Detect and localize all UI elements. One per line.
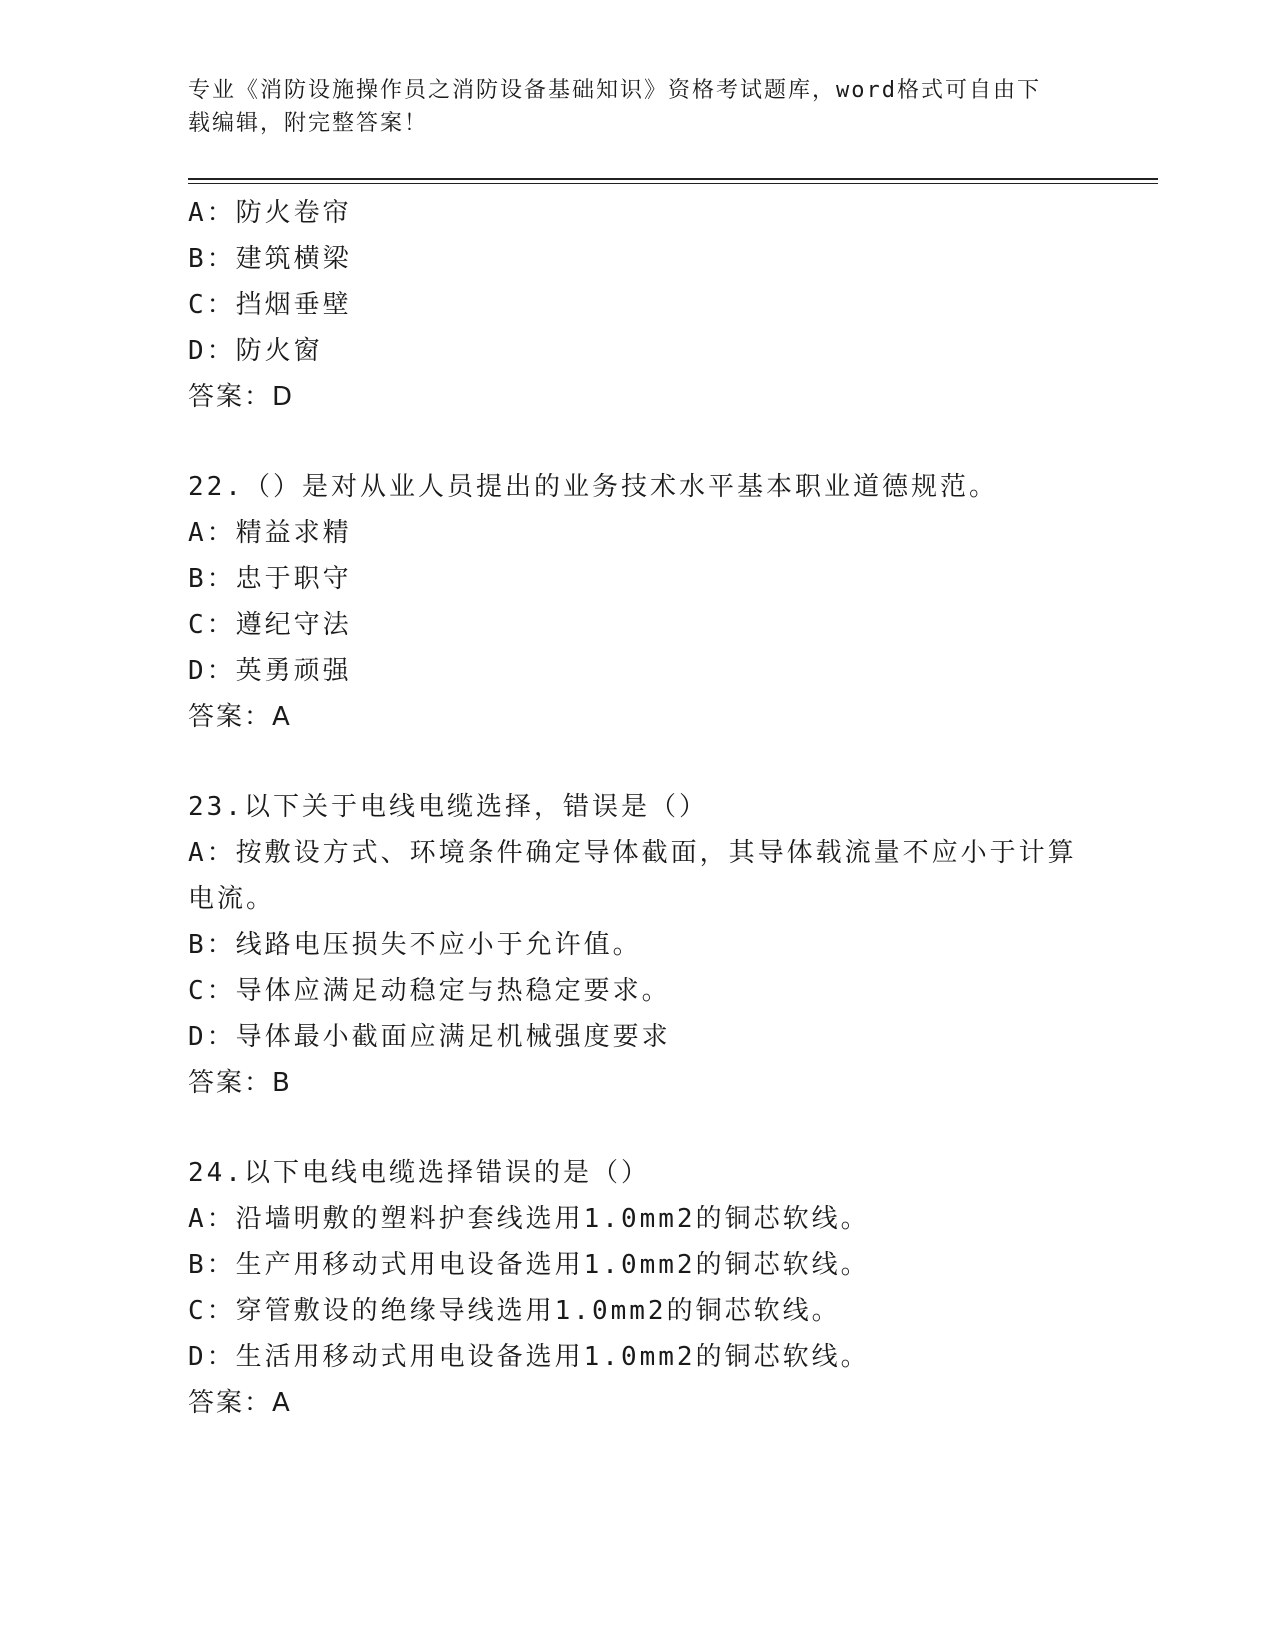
answer: 答案：A xyxy=(188,702,292,732)
option-d: D：英勇顽强 xyxy=(188,656,352,686)
option-c: C：穿管敷设的绝缘导线选用1.0mm2的铜芯软线。 xyxy=(188,1296,841,1326)
option-b: B：生产用移动式用电设备选用1.0mm2的铜芯软线。 xyxy=(188,1250,870,1280)
option-b: B：线路电压损失不应小于允许值。 xyxy=(188,930,642,960)
option-c: C：导体应满足动稳定与热稳定要求。 xyxy=(188,976,671,1006)
document-header xyxy=(188,74,1088,140)
header-divider-thick xyxy=(188,178,1158,180)
option-d: D：生活用移动式用电设备选用1.0mm2的铜芯软线。 xyxy=(188,1342,870,1372)
option-a: A：防火卷帘 xyxy=(188,198,352,228)
option-c: C：遵纪守法 xyxy=(188,610,352,640)
option-d: D：防火窗 xyxy=(188,336,323,366)
option-d: D：导体最小截面应满足机械强度要求 xyxy=(188,1022,671,1052)
answer: 答案：D xyxy=(188,382,295,412)
question-21 xyxy=(188,190,1088,420)
option-b: B：建筑横梁 xyxy=(188,244,352,274)
question-24 xyxy=(188,1150,1088,1426)
question-23 xyxy=(188,784,1088,1106)
answer: 答案：A xyxy=(188,1388,292,1418)
option-b: B：忠于职守 xyxy=(188,564,352,594)
question-22 xyxy=(188,464,1088,740)
header-line-2: 载编辑，附完整答案！ xyxy=(188,111,429,136)
answer: 答案：B xyxy=(188,1068,292,1098)
option-c: C：挡烟垂壁 xyxy=(188,290,352,320)
option-a: A：沿墙明敷的塑料护套线选用1.0mm2的铜芯软线。 xyxy=(188,1204,870,1234)
option-a: A：按敷设方式、环境条件确定导体截面，其导体载流量不应小于计算电流。 xyxy=(188,838,1077,914)
header-divider-thin xyxy=(188,183,1158,184)
question-text: 23.以下关于电线电缆选择，错误是（） xyxy=(188,792,708,822)
question-list xyxy=(188,190,1088,1426)
option-a: A：精益求精 xyxy=(188,518,352,548)
question-text: 24.以下电线电缆选择错误的是（） xyxy=(188,1158,650,1188)
question-text: 22.（）是对从业人员提出的业务技术水平基本职业道德规范。 xyxy=(188,472,998,502)
header-line-1: 专业《消防设施操作员之消防设备基础知识》资格考试题库，word格式可自由下 xyxy=(188,78,1041,103)
